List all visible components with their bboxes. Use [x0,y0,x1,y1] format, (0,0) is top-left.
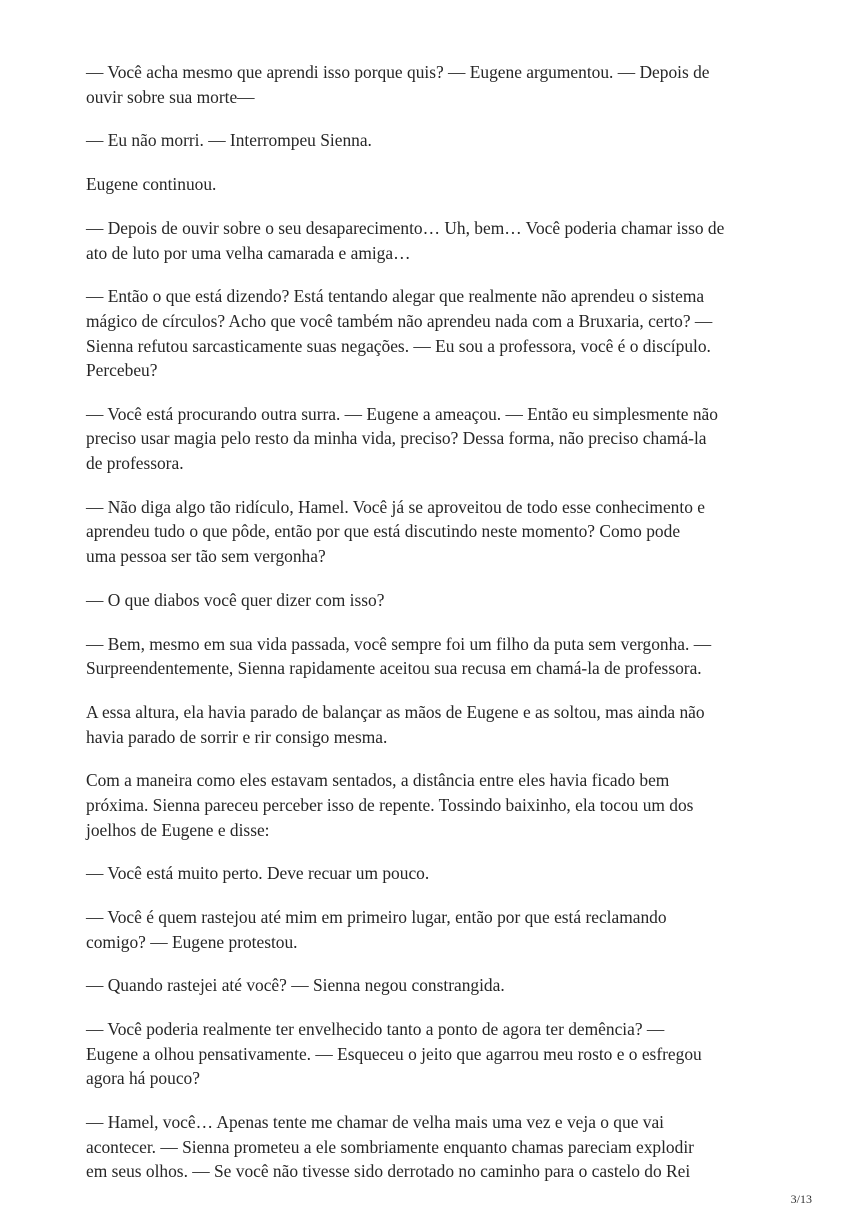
paragraph: — O que diabos você quer dizer com isso? [86,589,385,610]
paragraph: — Você acha mesmo que aprendi isso porque quis? — Eugene argumentou. — Depois de ouvir sobre sua morte— [86,62,710,107]
paragraph: Com a maneira como eles estavam sentados, a distância entre eles havia ficado bem próxima. Sienna pareceu perceber isso de repente. Tossindo baixinho, ela tocou um dos joelhos de Eugene e disse: [86,770,694,840]
paragraph: — Não diga algo tão ridículo, Hamel. Você já se aproveitou de todo esse conhecimento e aprendeu tudo o que pôde, então por que está discutindo neste momento? Como pode uma pessoa ser tão sem vergonha? [86,496,705,567]
paragraph: — Você poderia realmente ter envelhecido tanto a ponto de agora ter demência? — Eugene a olhou pensativamente. — Esqueceu o jeito que agarrou meu rosto e o esfregou agora há pouco? [86,1019,702,1089]
paragraph: Eugene continuou. [86,174,217,195]
paragraph: — Você é quem rastejou até mim em primeiro lugar, então por que está reclamando comigo? — Eugene protestou. [86,907,667,952]
paragraph: — Você está muito perto. Deve recuar um pouco. [86,863,430,884]
paragraph: — Você está procurando outra surra. — Eugene a ameaçou. — Então eu simplesmente não preciso usar magia pelo resto da minha vida, preciso? Dessa forma, não preciso chamá-la de professora. [86,403,718,474]
paragraph: — Hamel, você… Apenas tente me chamar de velha mais uma vez e veja o que vai acontecer. — Sienna prometeu a ele sombriamente enquanto chamas pareciam explodir em seus olhos. — Se você não tivesse sido derrotado no caminho para o castelo do Rei [86,1112,694,1182]
document-body [86,60,786,1203]
paragraph: — Bem, mesmo em sua vida passada, você sempre foi um filho da puta sem vergonha. — Surpreendentemente, Sienna rapidamente aceitou sua recusa em chamá-la de professora. [86,633,712,679]
paragraph: — Eu não morri. — Interrompeu Sienna. [86,130,372,151]
paragraph: A essa altura, ela havia parado de balançar as mãos de Eugene e as soltou, mas ainda não havia parado de sorrir e rir consigo mesma. [86,701,705,747]
page-number: 3/13 [790,1192,812,1206]
paragraph: — Então o que está dizendo? Está tentando alegar que realmente não aprendeu o sistema mágico de círculos? Acho que você também não aprendeu nada com a Bruxaria, certo? — Sienna refutou sarcasticamente suas negações. — Eu sou a professora, você é o discípulo. Percebeu? [86,286,713,381]
paragraph: — Quando rastejei até você? — Sienna negou constrangida. [86,975,505,996]
paragraph: — Depois de ouvir sobre o seu desaparecimento… Uh, bem… Você poderia chamar isso de ato de luto por uma velha camarada e amiga… [86,217,725,263]
